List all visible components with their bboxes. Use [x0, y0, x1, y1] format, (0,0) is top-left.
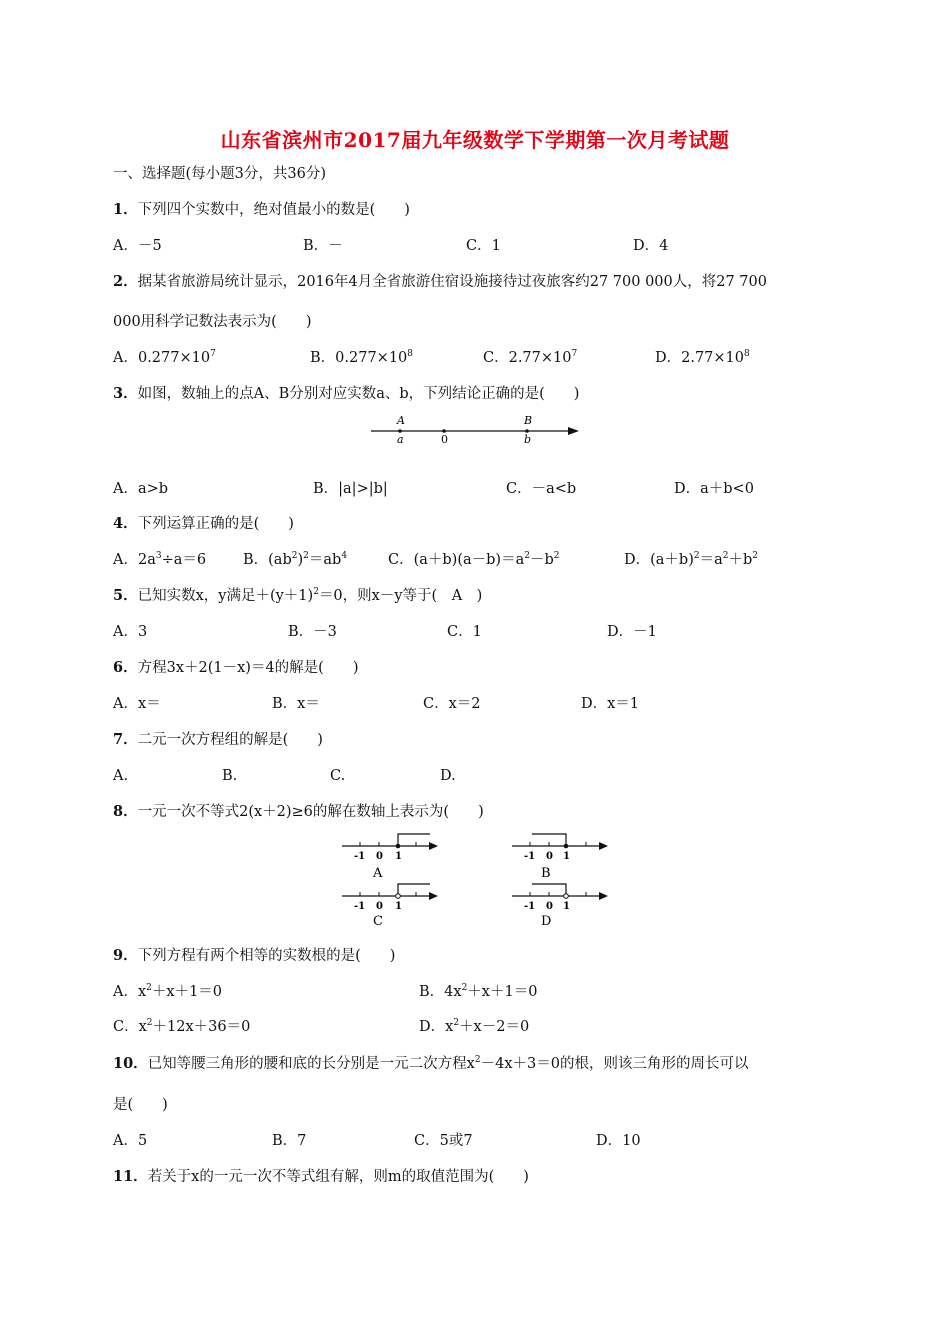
solution-bracket	[398, 884, 430, 896]
q4-option-b	[243, 551, 347, 569]
question-number: 11．	[113, 1168, 148, 1185]
q6-option-d: D．x＝1	[581, 696, 640, 712]
exponent: 4	[341, 551, 348, 561]
exponent: 2	[291, 551, 298, 561]
q3-option-d: D．a＋b<0	[674, 481, 754, 497]
question-text: 已知实数x，y满足＋(y＋1)	[137, 588, 314, 604]
option-text: D．(a＋b)	[624, 552, 694, 568]
option-text: C．x	[113, 1019, 147, 1035]
label-A: A	[397, 414, 405, 427]
option-a-number-line	[340, 828, 440, 878]
question-number: 10．	[113, 1055, 148, 1072]
question-text: 一元一次不等式2(x＋2)≥6的解在数轴上表示为( )	[137, 804, 484, 820]
exponent: 8	[407, 349, 414, 359]
question-number: 8．	[113, 803, 138, 820]
q9-option-a	[113, 983, 222, 1001]
tick-label: -1	[524, 901, 536, 912]
question-number: 6．	[113, 659, 138, 676]
option-text: ＋x＋1＝0	[467, 984, 538, 1000]
axis-arrow	[568, 427, 579, 435]
question-text: 下列方程有两个相等的实数根的是( )	[137, 948, 396, 964]
exponent: 2	[146, 983, 152, 993]
label-zero: 0	[441, 433, 448, 446]
page-title: 山东省滨州市2017届九年级数学下学期第一次月考试题	[220, 128, 730, 152]
exponent: 7	[210, 349, 216, 359]
exponent: 2	[722, 551, 729, 561]
question-10-cont: 是( )	[113, 1097, 168, 1113]
axis-arrow	[429, 842, 438, 850]
q10-option-b: B．7	[272, 1133, 307, 1149]
endpoint-dot	[564, 844, 569, 849]
question-2-cont: 000用科学记数法表示为( )	[113, 314, 312, 330]
tick-label: 1	[395, 901, 402, 912]
section-heading: 一、选择题(每小题3分，共36分)	[113, 166, 326, 182]
question-number: 7．	[113, 731, 138, 748]
option-text: ＝ab	[308, 552, 342, 568]
option-text: D．x	[419, 1019, 454, 1035]
q6-option-a: A．x＝	[113, 696, 161, 712]
tick-label: 1	[395, 851, 402, 862]
option-text: ＋b	[728, 552, 753, 568]
endpoint-circle	[396, 894, 401, 899]
question-number: 4．	[113, 515, 138, 532]
q7-option-a: A.	[113, 768, 129, 784]
question-text: ＝0，则x－y等于( A )	[318, 588, 483, 604]
q3-option-b: B．|a|>|b|	[313, 481, 388, 497]
option-text: C．(a＋b)(a－b)＝a	[388, 552, 525, 568]
question-text: 如图，数轴上的点A、B分别对应实数a、b，下列结论正确的是( )	[137, 386, 580, 402]
axis-arrow	[429, 892, 438, 900]
q7-option-c: C.	[330, 768, 346, 784]
q5-option-b: B．－3	[288, 624, 337, 640]
q10-option-a: A．5	[113, 1133, 148, 1149]
option-b-number-line	[510, 828, 610, 878]
exponent: 7	[571, 349, 578, 359]
option-text: B．(ab	[243, 552, 292, 568]
question-2	[113, 273, 767, 291]
q9-option-c	[113, 1018, 250, 1036]
tick-label: -1	[524, 851, 536, 862]
exponent: 2	[752, 551, 759, 561]
question-4	[113, 515, 294, 533]
exponent: 2	[461, 983, 468, 993]
q9-option-d	[419, 1018, 529, 1036]
tick-label: 1	[563, 901, 570, 912]
q1-option-c: C．1	[466, 238, 501, 254]
question-10	[113, 1055, 748, 1073]
question-text: 下列运算正确的是( )	[137, 516, 294, 532]
q7-option-d: D.	[440, 768, 456, 784]
endpoint-circle	[564, 894, 569, 899]
option-label: D	[541, 914, 552, 928]
question-text: 据某省旅游局统计显示，2016年4月全省旅游住宿设施接待过夜旅客约27 700 000人，将27 700	[137, 274, 767, 290]
question-number: 3．	[113, 385, 138, 402]
exponent: 2	[313, 587, 319, 597]
option-text: －b	[529, 552, 554, 568]
tick-label: 0	[376, 901, 383, 912]
option-text: ＋x－2＝0	[459, 1019, 530, 1035]
exponent: 2	[524, 551, 530, 561]
option-text: C．2.77×10	[483, 350, 572, 366]
question-8	[113, 803, 484, 821]
question-3	[113, 385, 579, 403]
q3-option-c: C．－a<b	[506, 481, 577, 497]
tick-label: -1	[354, 901, 366, 912]
question-text: 方程3x＋2(1－x)＝4的解是( )	[137, 660, 359, 676]
question-text: －4x＋3＝0的根，则该三角形的周长可以	[480, 1056, 749, 1072]
solution-bracket	[398, 834, 430, 846]
question-1	[113, 201, 410, 219]
question-11	[113, 1168, 529, 1186]
axis-arrow	[599, 842, 608, 850]
question-number: 5．	[113, 587, 138, 604]
tick-label: 0	[546, 851, 553, 862]
label-B: B	[524, 414, 533, 427]
question-text: 二元一次方程组的解是( )	[137, 732, 323, 748]
q1-option-d: D．4	[633, 238, 669, 254]
label-b: b	[524, 433, 532, 446]
option-text: B．0.277×10	[310, 350, 408, 366]
option-d-number-line	[510, 878, 610, 928]
q2-option-a	[113, 349, 216, 367]
q6-option-b: B．x＝	[272, 696, 320, 712]
q2-option-c	[483, 349, 577, 367]
q10-option-d: D．10	[596, 1133, 641, 1149]
number-line-figure	[365, 412, 585, 448]
question-5	[113, 587, 482, 605]
q3-option-a: A．a>b	[113, 481, 169, 497]
q1-option-b: B．－	[303, 238, 343, 254]
option-c-number-line	[340, 878, 440, 928]
exponent: 2	[146, 1018, 153, 1028]
exponent: 2	[553, 551, 560, 561]
q2-option-d	[655, 349, 750, 367]
option-text: A．0.277×10	[113, 350, 211, 366]
exponent: 8	[744, 349, 750, 359]
q9-option-b	[419, 983, 537, 1001]
label-a: a	[397, 433, 404, 446]
exponent: 2	[474, 1055, 481, 1065]
option-text: ＋x＋1＝0	[151, 984, 223, 1000]
q4-option-a	[113, 551, 206, 569]
tick-label: 1	[563, 851, 570, 862]
question-7	[113, 731, 323, 749]
q10-option-c: C．5或7	[414, 1133, 473, 1149]
exponent: 2	[453, 1018, 460, 1028]
q4-option-c	[388, 551, 560, 569]
question-9	[113, 947, 395, 965]
option-label: A	[373, 866, 383, 878]
option-text: A．x	[113, 984, 147, 1000]
option-text: ÷a＝6	[161, 552, 207, 568]
option-text: D．2.77×10	[655, 350, 745, 366]
question-text: 下列四个实数中，绝对值最小的数是( )	[137, 202, 410, 218]
question-number: 9．	[113, 947, 138, 964]
q7-option-b: B.	[222, 768, 238, 784]
option-label: C	[373, 914, 383, 928]
question-number: 1．	[113, 201, 138, 218]
exponent: 3	[155, 551, 162, 561]
question-text: 若关于x的一元一次不等式组有解，则m的取值范围为( )	[147, 1169, 529, 1185]
q1-option-a: A．－5	[113, 238, 162, 254]
endpoint-dot	[396, 844, 401, 849]
q2-option-b	[310, 349, 413, 367]
option-text: ＝a	[699, 552, 723, 568]
q5-option-a: A．3	[113, 624, 148, 640]
option-text: ＋12x＋36＝0	[152, 1019, 251, 1035]
tick-label: 0	[546, 901, 553, 912]
q5-option-d: D．－1	[607, 624, 657, 640]
option-text: A．2a	[113, 552, 156, 568]
question-number: 2．	[113, 273, 138, 290]
option-text: )	[297, 552, 304, 568]
q4-option-d	[624, 551, 758, 569]
option-label: B	[541, 866, 551, 878]
q5-option-c: C．1	[447, 624, 482, 640]
option-text: B．4x	[419, 984, 462, 1000]
axis-arrow	[599, 892, 608, 900]
exponent: 2	[693, 551, 700, 561]
exponent: 2	[303, 551, 309, 561]
q6-option-c: C．x＝2	[423, 696, 481, 712]
tick-label: -1	[354, 851, 366, 862]
question-6	[113, 659, 358, 677]
question-text: 已知等腰三角形的腰和底的长分别是一元二次方程x	[147, 1056, 475, 1072]
tick-label: 0	[376, 851, 383, 862]
